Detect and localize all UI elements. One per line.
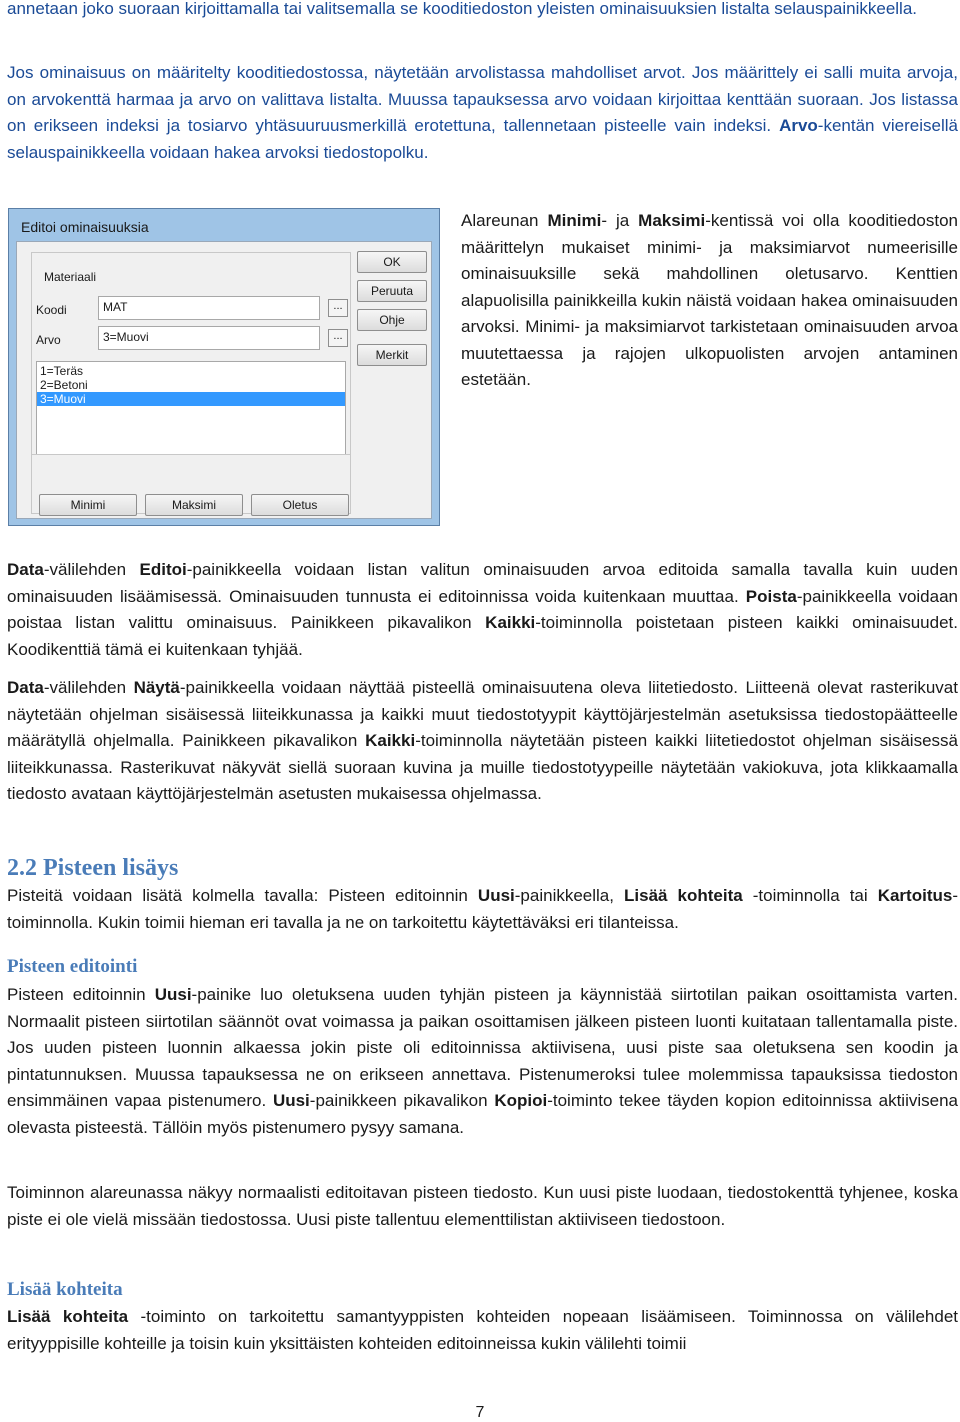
paragraph-add-objects: Lisää kohteita -toiminto on tarkoitettu samantyyppisten kohteiden nopeaan lisäämiseen. Toiminnossa on välilehdet erityyppisille kohteille ja toisin kuin yksittäisten kohteiden editoinneissa kukin välilehti toimii (7, 1307, 958, 1353)
koodi-field[interactable]: MAT (98, 296, 320, 320)
value-list[interactable] (36, 361, 346, 457)
paragraph-edit: Data-välilehden Editoi-painikkeella voidaan listan valitun ominaisuuden arvoa editoida samalla tavalla kuin uuden ominaisuuden lisäämisessä. Ominaisuuden tunnusta ei editoinnissa voida kuitenkaan muuttaa. Poista-painikkeella voidaan poistaa listan valittu ominaisuus. Painikkeen pikavalikon Kaikki-toiminnolla poistetaan pisteen kaikki ominaisuudet. Koodikenttiä tämä ei kuitenkaan tyhjää. (7, 560, 958, 659)
ok-button[interactable]: OK (357, 251, 427, 273)
intro-paragraph-2: Jos ominaisuus on määritelty kooditiedostossa, näytetään arvolistassa mahdolliset arvot. Jos määrittely ei salli muita arvoja, on arvokenttä harmaa ja arvo on valittava listalta. Muussa tapauksessa arvo voidaan kirjoittaa kenttään suoraan. Jos listassa on erikseen indeksi ja tosiarvo yhtäsuuruusmerkillä erotettuna, tallennetaan pisteelle vain indeksi. Arvo-kentän viereisellä selauspainikkeella voidaan hakea arvoksi tiedostopolku. (7, 63, 958, 162)
paragraph-show: Data-välilehden Näytä-painikkeella voidaan näyttää pisteellä ominaisuutena oleva liitetiedosto. Liitteenä olevat rasterikuvat näytetään ohjelman sisäisessä liiteikkunassa ja kaikki muut tiedostotyypit käyttöjärjestelmän asetuksissa tiedostopäätteelle määrätyllä ohjelmalla. Painikkeen pikavalikon Kaikki-toiminnolla näytetään pisteen kaikki liitetiedostot ohjelman sisäisessä liiteikkunassa. Rasterikuvat näkyvät siellä suoraan kuvina ja muille tiedostotyypeille näytetään vakiokuva, jota klikkaamalla tiedosto avataan käyttöjärjestelmän asetusten mukaisessa ohjelmassa. (7, 678, 958, 803)
dialog-body (16, 241, 432, 519)
default-button[interactable]: Oletus (251, 494, 349, 516)
subheading-point-editing: Pisteen editointi (7, 956, 138, 977)
help-button[interactable]: Ohje (357, 309, 427, 331)
list-item[interactable]: 2=Betoni (40, 378, 88, 392)
arvo-browse-button[interactable]: ... (328, 329, 348, 347)
arvo-label: Arvo (36, 333, 61, 347)
list-item-selected[interactable]: 3=Muovi (37, 392, 345, 406)
koodi-label: Koodi (36, 303, 67, 317)
dialog-title: Editoi ominaisuuksia (21, 219, 149, 235)
minimum-button[interactable]: Minimi (39, 494, 137, 516)
page-number: 7 (475, 1404, 485, 1421)
subheading-add-objects: Lisää kohteita (7, 1279, 123, 1300)
materiaali-label: Materiaali (44, 270, 97, 284)
side-paragraph: Alareunan Minimi- ja Maksimi-kentissä voi olla kooditiedoston määrittelyn mukaiset minimi- ja maksimiarvot numeerisille ominaisuuksille sekä mahdollinen oletusarvo. Kenttien alapuolisilla painikkeilla kukin näistä voidaan hakea ominaisuuden arvoksi. Minimi- ja maksimiarvot tarkistetaan ominaisuuden arvoa muutettaessa ja rajojen ulkopuolisten arvojen antaminen estetään. (461, 211, 959, 389)
paragraph-file-field: Toiminnon alareunassa näkyy normaalisti editoitavan pisteen tiedosto. Kun uusi piste luodaan, tiedostokenttä tyhjenee, koska piste ei ole vielä missään tiedostossa. Uusi piste tallentuu elementtilistan aktiiviseen tiedostoon. (7, 1183, 958, 1229)
paragraph-point-editing: Pisteen editoinnin Uusi-painike luo oletuksena uuden tyhjän pisteen ja käynnistää siirtotilan paikan osoittamista varten. Normaalit pisteen siirtotilan säännöt ovat voimassa ja paikan osoittamisen jälkeen pisteen luonti kuitataan tallentamalla piste. Jos uuden pisteen luonnin alkaessa jokin piste oli editoinnissa aktiivisena, uusi piste saa oletuksena sen koodin ja pintatunnuksen. Muussa tapauksessa ne on erikseen annettava. Pistenumeroksi tulee molemmissa tapauksissa tiedoston ensimmäinen vapaa pistenumero. Uusi-painikkeen pikavalikon Kopioi-toiminto tekee täyden kopion editoinnissa aktiivisena olevasta pisteestä. Tällöin myös pistenumero pysyy samana. (7, 985, 958, 1137)
maximum-button[interactable]: Maksimi (145, 494, 243, 516)
properties-group (31, 252, 351, 462)
list-item[interactable]: 1=Teräs (40, 364, 84, 378)
paragraph-add-points: Pisteitä voidaan lisätä kolmella tavalla: Pisteen editoinnin Uusi-painikkeella, Lisää kohteita -toiminnolla tai Kartoitus-toiminnolla. Kukin toimii hieman eri tavalla ja ne on tarkoitettu käytettäväksi eri tilanteissa. (7, 886, 958, 932)
intro-paragraph-1: annetaan joko suoraan kirjoittamalla tai valitsemalla se kooditiedoston yleisten ominaisuuksien listalta selauspainikkeella. (7, 0, 918, 18)
section-heading: 2.2 Pisteen lisäys (7, 855, 179, 881)
arvo-field[interactable]: 3=Muovi (98, 326, 320, 350)
edit-properties-dialog (8, 208, 440, 526)
characters-button[interactable]: Merkit (357, 344, 427, 366)
cancel-button[interactable]: Peruuta (357, 280, 427, 302)
koodi-browse-button[interactable]: ... (328, 299, 348, 317)
